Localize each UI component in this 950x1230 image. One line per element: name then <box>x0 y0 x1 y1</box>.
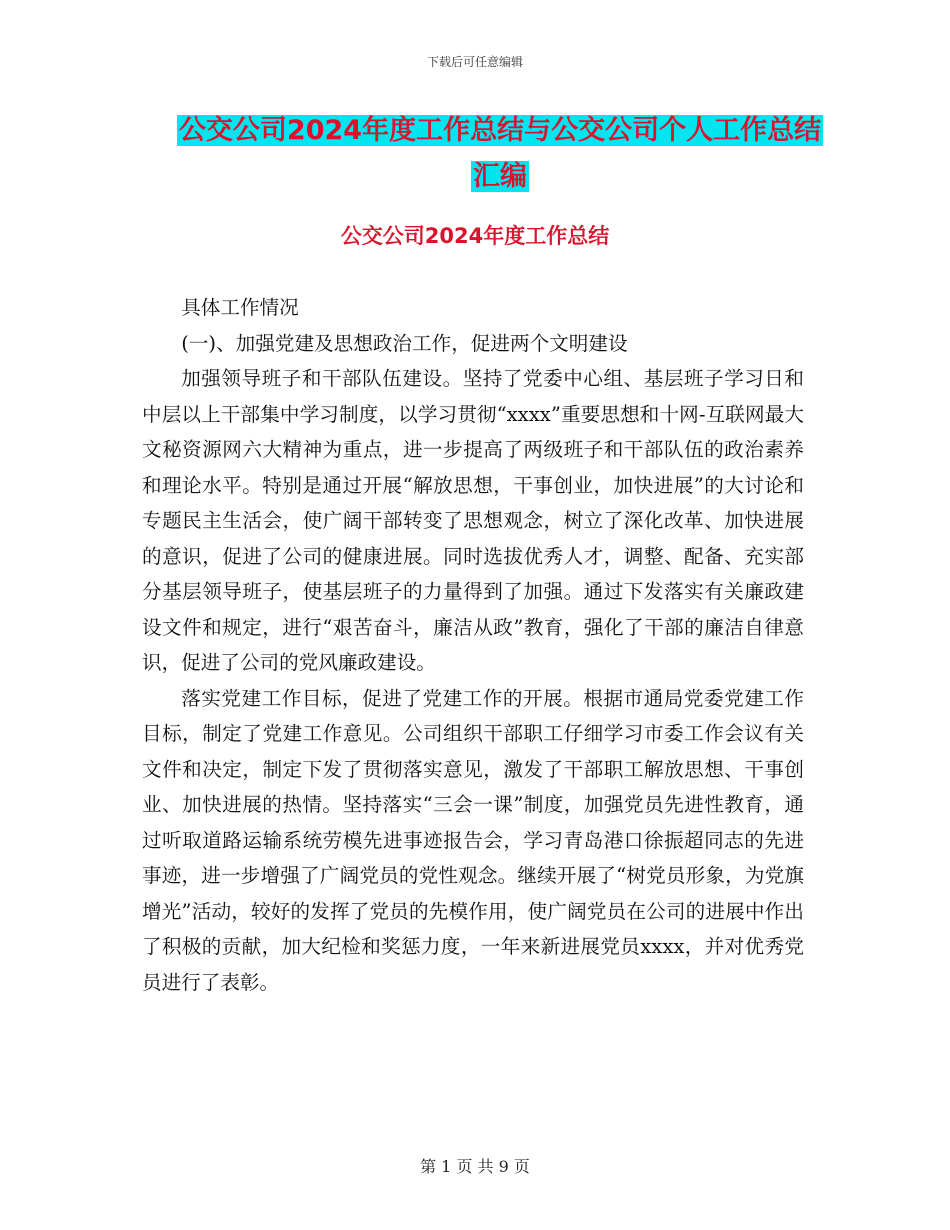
section-title: 公交公司2024年度工作总结 <box>340 224 610 248</box>
paragraph: 落实党建工作目标，促进了党建工作的开展。根据市通局党委党建工作目标，制定了党建工作意见。公司组织干部职工仔细学习市委工作会议有关文件和决定，制定下发了贯彻落实意见，激发了干部职工解放思想、干事创业、加快进展的热情。坚持落实“三会一课”制度，加强党员先进性教育，通过听取道路运输系统劳模先进事迹报告会，学习青岛港口徐振超同志的先进事迹，进一步增强了广阔党员的党性观念。继续开展了“树党员形象，为党旗增光”活动，较好的发挥了党员的先模作用，使广阔党员在公司的进展中作出了积极的贡献，加大纪检和奖惩力度，一年来新进展党员xxxx，并对优秀党员进行了表彰。 <box>142 686 804 994</box>
paragraph-heading: 具体工作情况 <box>181 296 299 319</box>
paragraph-subheading: (一)、加强党建及思想政治工作，促进两个文明建设 <box>181 331 628 355</box>
main-title-line1: 公交公司2024年度工作总结与公交公司个人工作总结 <box>178 115 822 146</box>
main-title <box>150 108 850 200</box>
page-footer: 第 1 页 共 9 页 <box>420 1157 530 1176</box>
paragraph: 加强领导班子和干部队伍建设。坚持了党委中心组、基层班子学习日和中层以上干部集中学习制度，以学习贯彻“xxxx”重要思想和十网-互联网最大文秘资源网六大精神为重点，进一步提高了两级班子和干部队伍的政治素养和理论水平。特别是通过开展“解放思想，干事创业，加快进展”的大讨论和专题民主生活会，使广阔干部转变了思想观念，树立了深化改革、加快进展的意识，促进了公司的健康进展。同时选拔优秀人才，调整、配备、充实部分基层领导班子，使基层班子的力量得到了加强。通过下发落实有关廉政建设文件和规定，进行“艰苦奋斗，廉洁从政”教育，强化了干部的廉洁自律意识，促进了公司的党风廉政建设。 <box>142 367 804 674</box>
header-note: 下载后可任意编辑 <box>426 55 523 69</box>
body-text <box>142 290 804 1000</box>
main-title-line2: 汇编 <box>473 161 527 192</box>
